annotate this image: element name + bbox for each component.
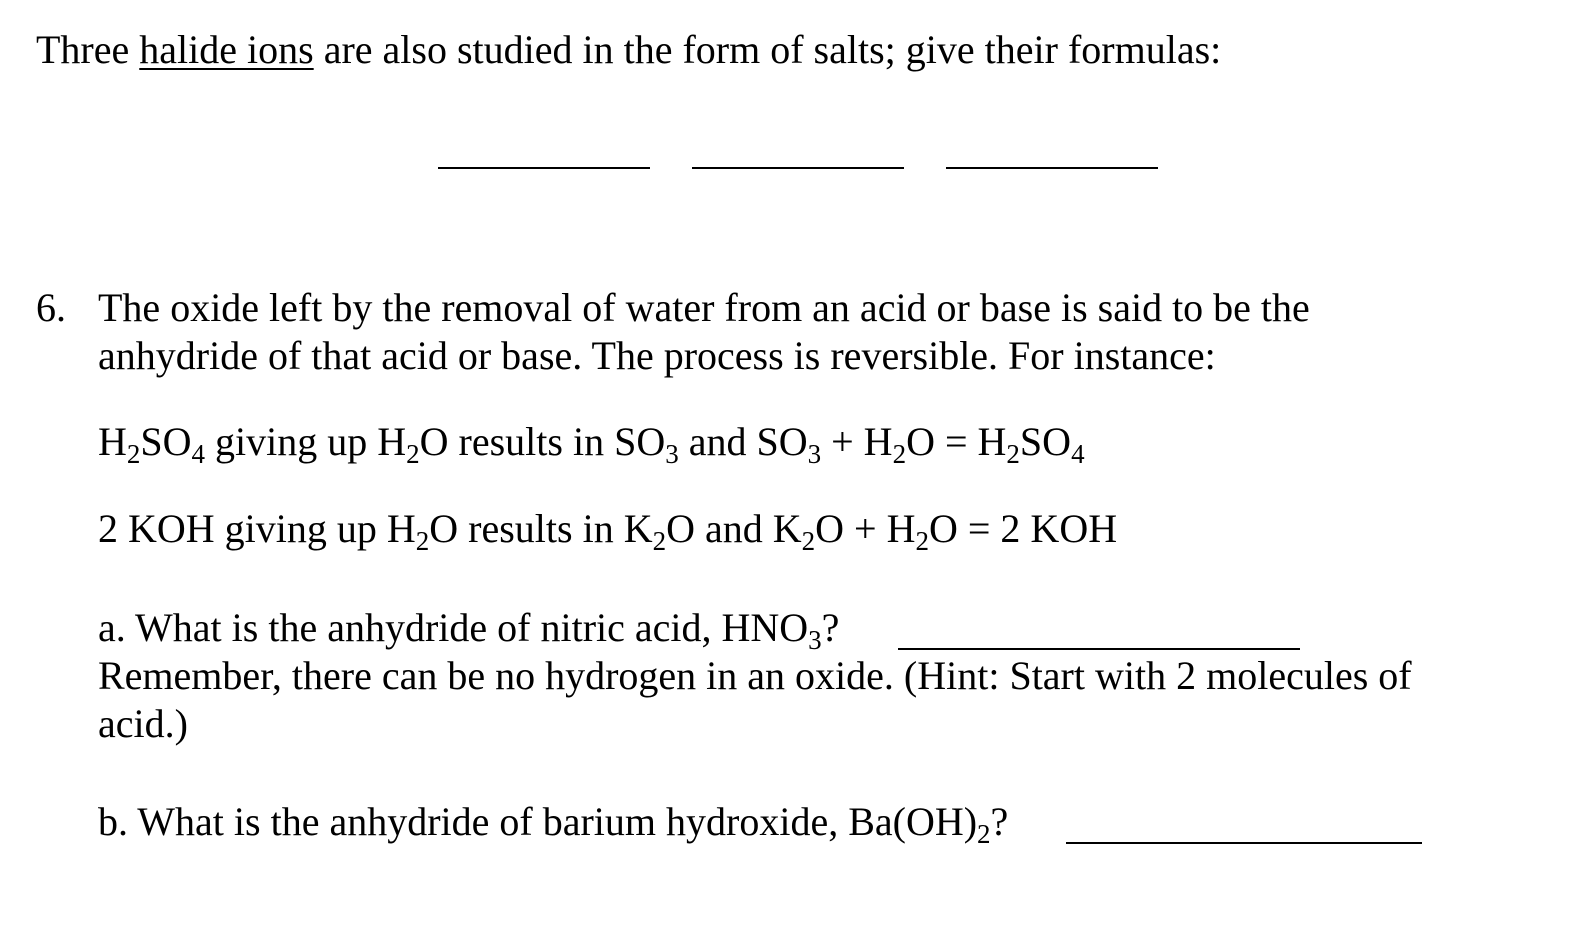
item-number: 6. — [36, 285, 66, 330]
question-b: b. What is the anhydride of barium hydroxide, $Ba(OH)_2$? — [98, 799, 1009, 849]
intro-post: are also studied in the form of salts; give their formulas: — [313, 27, 1222, 72]
question-a-answer-blank[interactable] — [898, 648, 1300, 650]
halide-ions-term: halide ions — [139, 27, 314, 72]
halide-answer-blank-1[interactable] — [438, 167, 650, 169]
intro-text — [36, 26, 1221, 74]
item6-line2: anhydride of that acid or base. The process is reversible. For instance: — [98, 333, 1216, 378]
halide-answer-blank-3[interactable] — [946, 167, 1158, 169]
intro-pre: Three — [36, 27, 140, 72]
equation-sulfuric: $H_2SO_4$ giving up $H_2O$ results in $SO_3$ and $SO_3 + H_2O = H_2SO_4$ — [98, 419, 1085, 469]
halide-answer-blank-2[interactable] — [692, 167, 904, 169]
item6-line1: The oxide left by the removal of water from an acid or base is said to be the — [98, 285, 1310, 330]
question-a: a. What is the anhydride of nitric acid, $HNO_3$? — [98, 605, 840, 655]
question-a-hint-line2: acid.) — [98, 701, 188, 746]
equation-koh: 2 KOH giving up $H_2O$ results in $K_2O$ and $K_2O + H_2O = 2$ KOH — [98, 506, 1118, 556]
question-a-hint-line1: Remember, there can be no hydrogen in an oxide. (Hint: Start with 2 molecules of — [98, 653, 1412, 698]
question-b-answer-blank[interactable] — [1066, 842, 1422, 844]
